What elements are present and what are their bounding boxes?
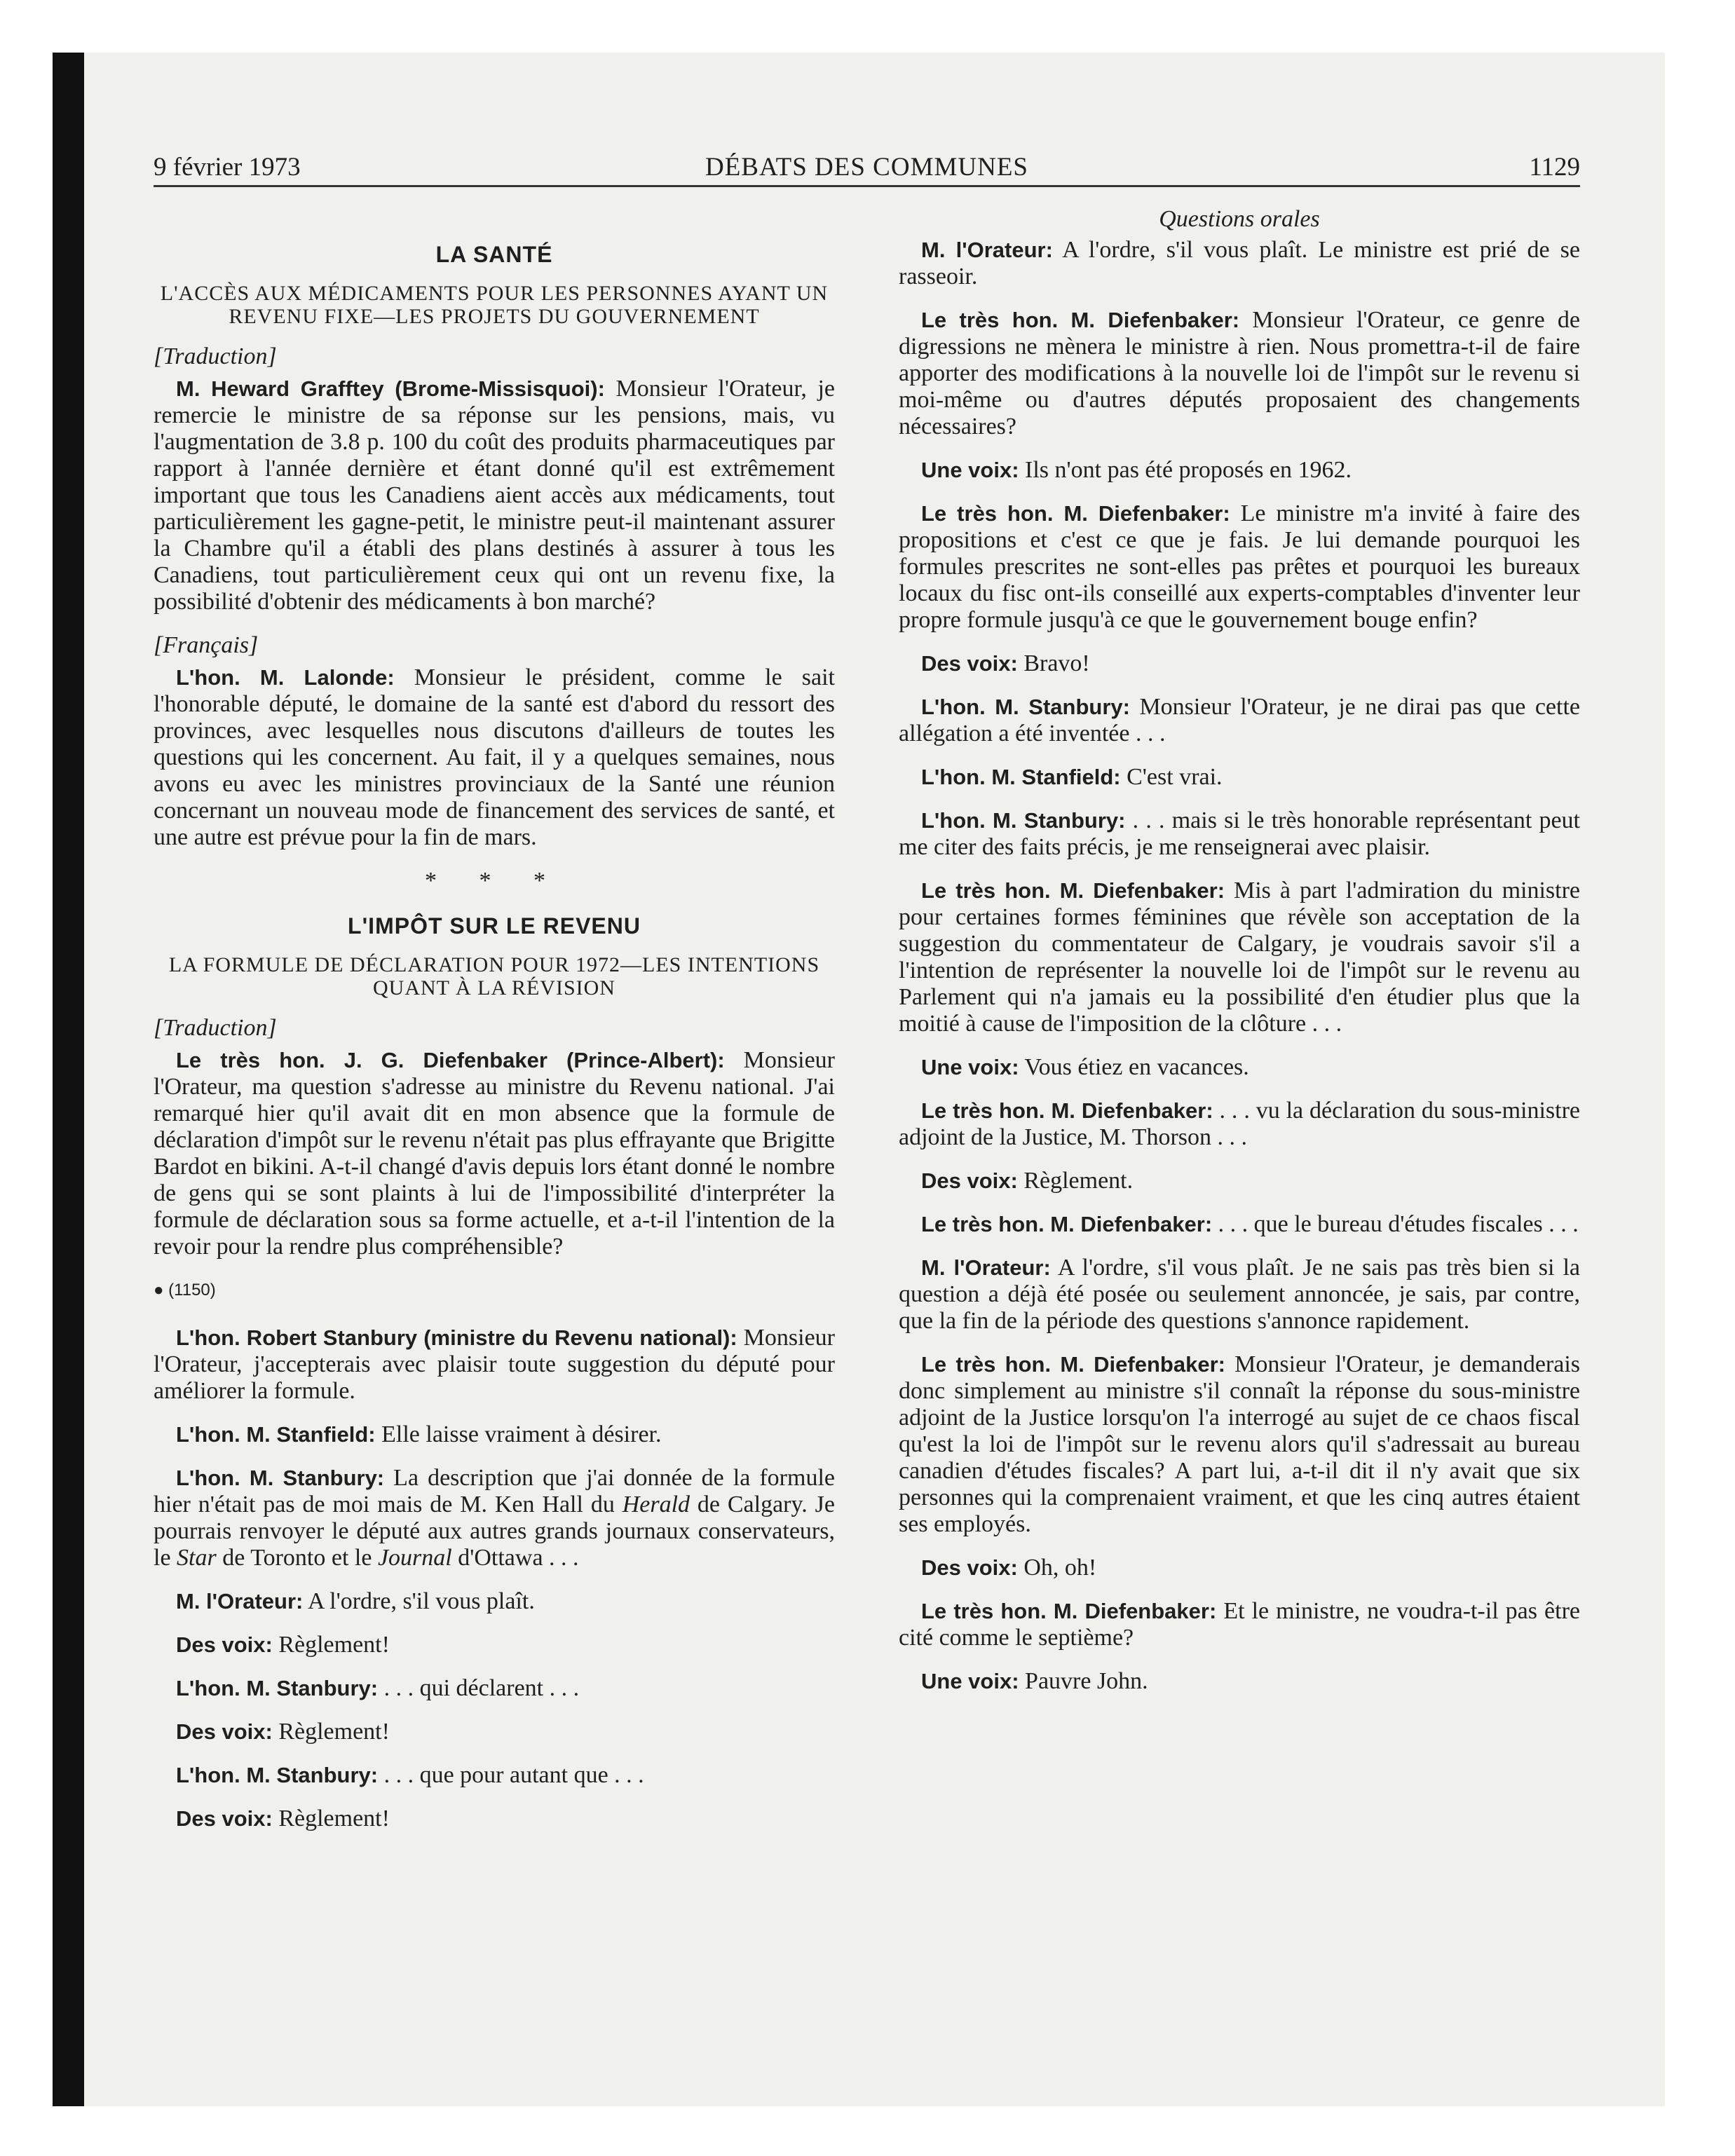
speech-paragraph [899,1211,1580,1238]
scan-edge-bar [53,53,84,2106]
speech-text: Monsieur le président, comme le sait l'honorable député, le domaine de la santé est d'abord du ressort des provinces, avec lesquelles nous discutons d'ailleurs de toutes les questions qui les concernent. Au fait, il y a quelques semaines, nous avons eu avec les ministres provinciaux de la Santé une réunion concernant un nouveau mode de financement des services de santé, et une autre est prévue pour la fin de mars. [154,664,835,850]
speech-paragraph [154,1325,835,1405]
speech-text: Règlement! [272,1719,390,1745]
speaker-name: Le très hon. M. Diefenbaker: [921,1599,1217,1623]
speaker-name: Une voix: [921,1669,1019,1693]
speech-paragraph [154,1632,835,1658]
speaker-name: Le très hon. J. G. Diefenbaker (Prince-Albert): [176,1048,725,1072]
speech-paragraph [899,1668,1580,1695]
speech-paragraph [154,1465,835,1571]
speech-text: Monsieur l'Orateur, je demanderais donc simplement au ministre s'il connaît la réponse du sous-ministre adjoint de la Justice lorsqu'on l'a interrogé au sujet de ce chaos fiscal qu'est la loi de l'impôt sur le revenu alors qu'il s'adressait au bureau canadien d'études fiscales? A part lui, a-t-il dit il n'y avait que six personnes qui la comprenaient vraiment, et que les cinq autres étaient ses employés. [899,1351,1580,1537]
speech-text: C'est vrai. [1120,764,1223,790]
speech-paragraph [899,650,1580,677]
speaker-name: Le très hon. M. Diefenbaker: [921,1352,1225,1377]
newspaper-title: Star [177,1545,217,1571]
speaker-name: M. l'Orateur: [921,1255,1051,1280]
speech-text: de Calgary. Je pourrais renvoyer le député aux autres grands journaux conservateurs, le [154,1492,835,1571]
running-head: Questions orales [1159,206,1320,232]
speech-text: Monsieur l'Orateur, je ne dirai pas que cette allégation a été inventée . . . [899,694,1580,746]
time-marker: ● (1150) [154,1281,216,1299]
speech-text: A l'ordre, s'il vous plaît. [303,1588,535,1614]
speech-text: d'Ottawa . . . [451,1545,579,1571]
speech-paragraph [899,500,1580,634]
speech-paragraph [899,457,1580,484]
speaker-name: Le très hon. M. Diefenbaker: [921,878,1225,903]
speech-text: Ils n'ont pas été proposés en 1962. [1019,457,1352,483]
speech-paragraph [154,1806,835,1832]
speech-text: de Toronto et le [216,1545,378,1571]
speech-paragraph [899,1351,1580,1538]
speech-text: Monsieur l'Orateur, je remercie le ministre de sa réponse sur les pensions, mais, vu l'augmentation de 3.8 p. 100 du coût des produits pharmaceutiques par rapport à l'année dernière et étant donné qu'il est extrêmement important que tous les Canadiens aient accès aux médicaments, tout particulièrement les gagne-petit, le ministre peut-il maintenant assurer la Chambre qu'il a établi des plans destinés à assurer à tous les Canadiens, tout particulièrement ceux qui ont un revenu fixe, la possibilité d'obtenir des médicaments à bon marché? [154,376,835,615]
speaker-name: M. Heward Grafftey (Brome-Missisquoi): [176,376,605,401]
speech-text: Monsieur l'Orateur, j'accepterais avec plaisir toute suggestion du député pour améliorer la formule. [154,1325,835,1404]
speech-paragraph [899,1098,1580,1151]
speech-text: Le ministre m'a invité à faire des propositions et c'est ce que je fais. Je lui demande pourquoi les formules prescrites ne sont-elles pas prêtes et pourquoi les bureaux locaux du fisc ont-ils conseillé aux experts-comptables d'inventer leur propre formule jusqu'à ce que le gouvernement bouge enfin? [899,500,1580,633]
speech-text: Monsieur l'Orateur, ma question s'adresse au ministre du Revenu national. J'ai remarqué hier qu'il avait dit en mon absence que la formule de déclaration d'impôt sur le revenu n'était pas plus effrayante que Brigitte Bardot en bikini. A-t-il changé d'avis depuis lors étant donné le nombre de gens qui se sont plaints à lui de l'impossibilité d'interpréter la formule de déclaration sous sa forme actuelle, et a-t-il l'intention de la revoir pour la rendre plus compréhensible? [154,1047,835,1260]
language-note: [Traduction] [154,1015,277,1041]
speech-paragraph [899,1054,1580,1081]
speech-paragraph [899,1598,1580,1651]
speech-text: A l'ordre, s'il vous plaît. Je ne sais pas très bien si la question a déjà été posée ou seulement annoncée, je sais, par contre, que la fin de la période des questions s'annonce rapidement. [899,1255,1580,1334]
language-note: [Français] [154,632,259,658]
speaker-name: M. l'Orateur: [176,1589,304,1613]
speech-text: Monsieur l'Orateur, ce genre de digressions ne mènera le ministre à rien. Nous promettra-t-il de faire apporter des modifications à la nouvelle loi de l'impôt sur le revenu si moi-même ou d'autres députés proposaient des changements nécessaires? [899,307,1581,439]
speaker-name: L'hon. M. Stanbury: [176,1676,379,1700]
speech-text: Bravo! [1017,650,1090,676]
speaker-name: L'hon. M. Stanbury: [921,808,1126,833]
speech-text: La description que j'ai donnée de la formule hier n'était pas de moi mais de M. Ken Hall du [154,1465,835,1517]
speech-paragraph [154,376,835,615]
speech-text: Vous étiez en vacances. [1019,1054,1249,1080]
speech-paragraph [154,1719,835,1745]
speech-text: Mis à part l'admiration du ministre pour certaines formes féminines que révèle son acceptation de la suggestion du commentateur de Calgary, je voudrais savoir s'il a l'intention de représenter la nouvelle loi de l'impôt sur le revenu au Parlement qui n'a jamais eu la possibilité d'en étudier plus que la moitié à cause de l'imposition de la clôture . . . [899,878,1581,1037]
speech-text: Et le ministre, ne voudra-t-il pas être cité comme le septième? [899,1598,1580,1651]
speaker-name: L'hon. M. Lalonde: [176,665,395,690]
section-separator: * * * [425,868,564,894]
page-header [154,153,1580,187]
newspaper-title: Herald [622,1492,690,1517]
speaker-name: L'hon. M. Stanbury: [176,1763,379,1787]
speaker-name: M. l'Orateur: [921,238,1053,262]
speaker-name: Des voix: [921,1555,1018,1580]
speech-paragraph [154,1588,835,1615]
speech-text: Règlement. [1017,1168,1134,1194]
speaker-name: Le très hon. M. Diefenbaker: [921,308,1240,332]
speaker-name: L'hon. M. Stanbury: [921,695,1130,719]
section-title-sante: LA SANTÉ [435,242,553,267]
speech-text: . . . que pour autant que . . . [378,1762,644,1788]
speech-paragraph [154,1762,835,1789]
speaker-name: Le très hon. M. Diefenbaker: [921,501,1230,526]
speech-text: Elle laisse vraiment à désirer. [375,1421,662,1447]
speech-text: . . . qui déclarent . . . [378,1675,580,1701]
speech-paragraph [899,1168,1580,1194]
speaker-name: Une voix: [921,458,1019,482]
speaker-name: Des voix: [921,1168,1018,1193]
speaker-name: Des voix: [921,651,1018,676]
newspaper-title: Journal [377,1545,452,1571]
speech-paragraph [899,1555,1580,1581]
speaker-name: L'hon. M. Stanfield: [176,1422,376,1447]
speech-paragraph [154,664,835,851]
speaker-name: L'hon. Robert Stanbury (ministre du Revenu national): [176,1325,737,1350]
speech-paragraph [154,1047,835,1260]
speech-text: A l'ordre, s'il vous plaît. Le ministre est prié de se rasseoir. [899,237,1580,289]
speech-paragraph [899,307,1580,440]
speech-paragraph [154,1675,835,1702]
speaker-name: Des voix: [176,1806,273,1831]
speech-paragraph [899,807,1580,861]
speech-paragraph [899,694,1580,747]
language-note: [Traduction] [154,343,277,369]
section-title-impot: L'IMPÔT SUR LE REVENU [348,913,641,939]
speech-text: . . . que le bureau d'études fiscales . . . [1212,1211,1579,1237]
speaker-name: Le très hon. M. Diefenbaker: [921,1098,1213,1123]
speech-text: Règlement! [272,1806,390,1831]
section-subtitle-sante: L'ACCÈS AUX MÉDICAMENTS POUR LES PERSONNES AYANT UN REVENU FIXE—LES PROJETS DU GOUVERNEMENT [160,282,829,328]
speech-text: Pauvre John. [1019,1668,1148,1694]
section-subtitle-impot: LA FORMULE DE DÉCLARATION POUR 1972—LES INTENTIONS QUANT À LA RÉVISION [168,953,820,999]
header-title: DÉBATS DES COMMUNES [705,153,1028,182]
speaker-name: Des voix: [176,1719,273,1744]
page-number: 1129 [1529,153,1580,182]
left-column [154,209,835,1849]
speech-text: Oh, oh! [1017,1555,1097,1581]
speaker-name: L'hon. M. Stanbury: [176,1466,385,1490]
speech-text: Règlement! [272,1632,390,1658]
speech-paragraph [899,764,1580,791]
speaker-name: Une voix: [921,1055,1019,1079]
speaker-name: L'hon. M. Stanfield: [921,765,1121,789]
speech-paragraph [899,1255,1580,1335]
speech-paragraph [154,1421,835,1448]
speaker-name: Des voix: [176,1632,273,1657]
speech-paragraph [899,237,1580,290]
speech-text: . . . vu la déclaration du sous-ministre adjoint de la Justice, M. Thorson . . . [899,1098,1581,1150]
speech-text: . . . mais si le très honorable représentant peut me citer des faits précis, je me renseignerai avec plaisir. [899,807,1580,860]
speech-paragraph [899,878,1580,1037]
header-date: 9 février 1973 [154,153,301,182]
right-column [899,206,1581,1712]
speaker-name: Le très hon. M. Diefenbaker: [921,1212,1213,1236]
